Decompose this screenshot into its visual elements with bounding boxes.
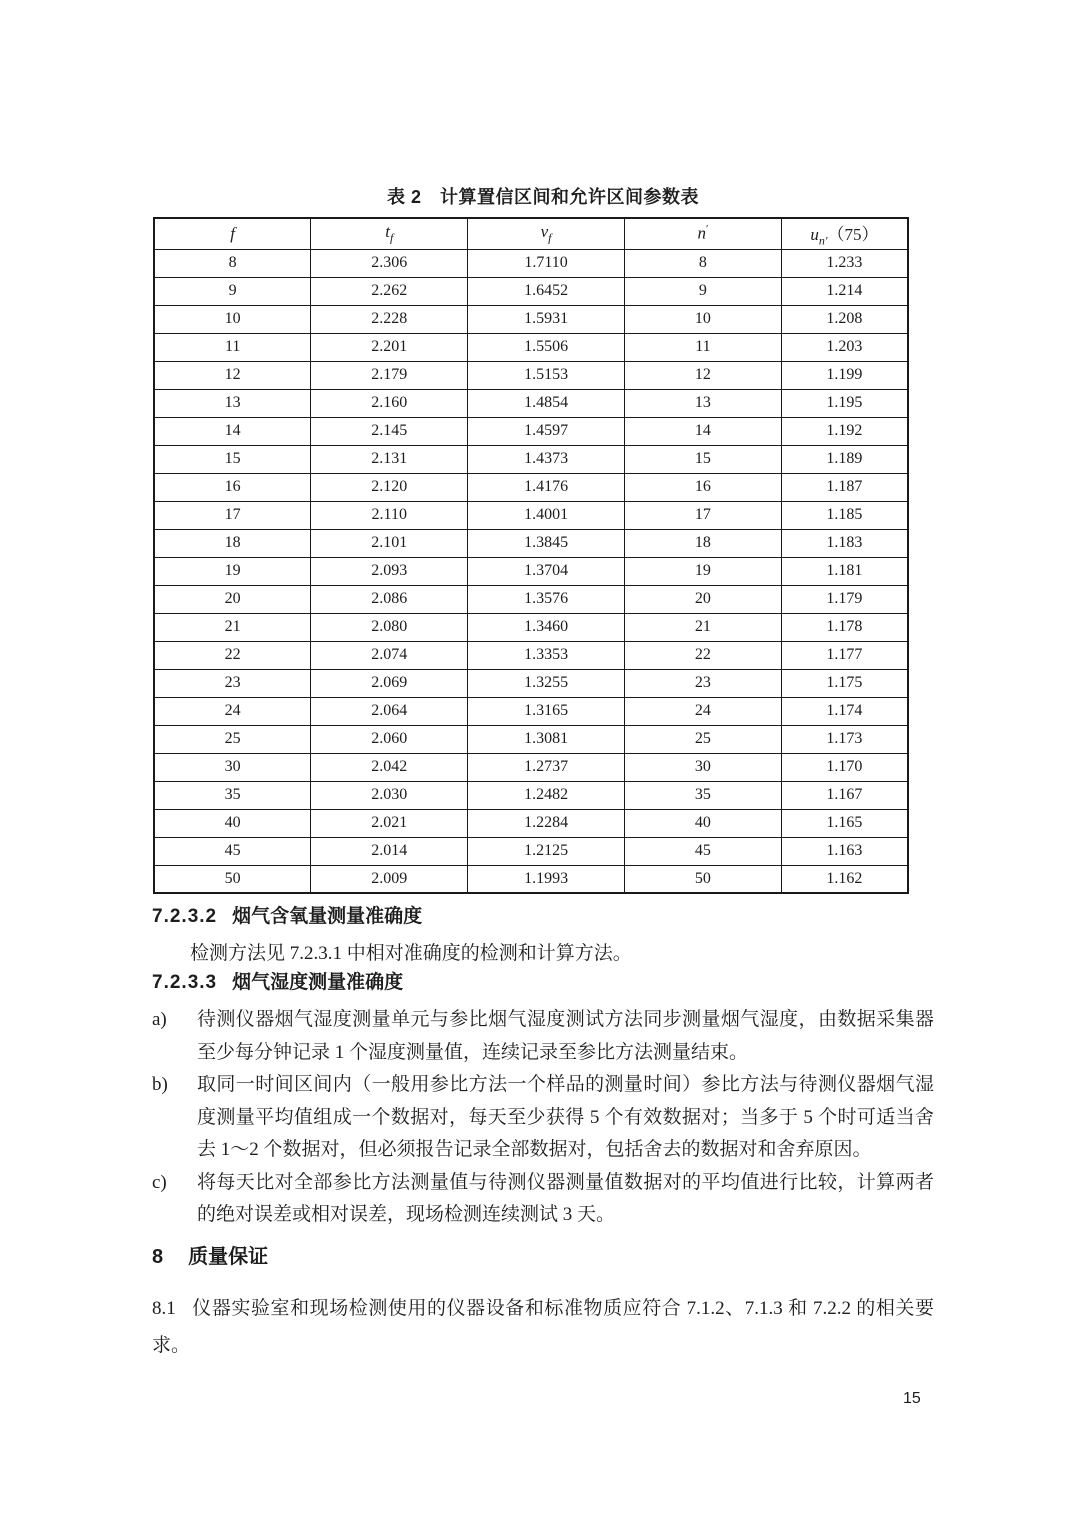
section-number: 8	[152, 1245, 165, 1268]
table-cell: 1.183	[781, 529, 908, 557]
table-row	[154, 697, 908, 725]
parameters-table	[153, 217, 909, 894]
table-cell: 40	[154, 809, 311, 837]
list-text: 取同一时间区间内（一般用参比方法一个样品的测量时间）参比方法与待测仪器烟气湿度测量平均值组成一个数据对，每天至少获得 5 个有效数据对；当多于 5 个时可适当舍去 1～2 个数据对，但必须报告记录全部数据对，包括舍去的数据对和舍弃原因。	[197, 1074, 934, 1160]
table-cell: 1.6452	[468, 277, 625, 305]
table-cell: 1.3081	[468, 725, 625, 753]
table-cell: 1.167	[781, 781, 908, 809]
table-cell: 2.042	[311, 753, 468, 781]
table-header-cell: $u_{n'}(75)$	[781, 218, 908, 249]
table-cell: 1.7110	[468, 249, 625, 277]
table-cell: 1.165	[781, 809, 908, 837]
table-row	[154, 445, 908, 473]
table-cell: 15	[624, 445, 781, 473]
table-cell: 2.120	[311, 473, 468, 501]
table-cell: 1.3704	[468, 557, 625, 585]
table-cell: 1.3255	[468, 669, 625, 697]
lettered-list	[152, 1004, 934, 1232]
table-cell: 50	[624, 865, 781, 893]
table-cell: 2.093	[311, 557, 468, 585]
table-cell: 16	[154, 473, 311, 501]
table-cell: 1.3165	[468, 697, 625, 725]
table-cell: 50	[154, 865, 311, 893]
table-row	[154, 809, 908, 837]
table-cell: 1.162	[781, 865, 908, 893]
table-cell: 1.2737	[468, 753, 625, 781]
table-row	[154, 753, 908, 781]
table-row	[154, 501, 908, 529]
table-cell: 2.101	[311, 529, 468, 557]
table-cell: 2.021	[311, 809, 468, 837]
table-row	[154, 641, 908, 669]
section-title: 质量保证	[188, 1245, 269, 1268]
table-row	[154, 613, 908, 641]
table-cell: 40	[624, 809, 781, 837]
section-heading-7232	[152, 905, 934, 929]
table-cell: 1.173	[781, 725, 908, 753]
table-row	[154, 333, 908, 361]
table-row	[154, 417, 908, 445]
section-7232-body: 检测方法见 7.2.3.1 中相对准确度的检测和计算方法。	[190, 943, 632, 964]
table-cell: 1.181	[781, 557, 908, 585]
table-cell: 1.195	[781, 389, 908, 417]
table-cell: 30	[154, 753, 311, 781]
table-cell: 2.145	[311, 417, 468, 445]
table-row	[154, 473, 908, 501]
table-cell: 22	[154, 641, 311, 669]
table-cell: 1.179	[781, 585, 908, 613]
table-cell: 2.009	[311, 865, 468, 893]
list-item-c	[152, 1167, 934, 1232]
table-cell: 25	[154, 725, 311, 753]
table-cell: 16	[624, 473, 781, 501]
table-cell: 21	[154, 613, 311, 641]
table-cell: 35	[154, 781, 311, 809]
section-heading-8	[152, 1245, 934, 1269]
table-row	[154, 277, 908, 305]
list-item-a	[152, 1004, 934, 1069]
table-cell: 45	[624, 837, 781, 865]
table-cell: 9	[154, 277, 311, 305]
section-number: 7.2.3.2	[152, 906, 218, 927]
section-81-body	[152, 1290, 934, 1364]
table-cell: 24	[154, 697, 311, 725]
table-cell: 2.262	[311, 277, 468, 305]
table-cell: 1.5931	[468, 305, 625, 333]
list-item-b	[152, 1069, 934, 1167]
table-cell: 2.074	[311, 641, 468, 669]
table-header-cell: $v_f$	[468, 218, 625, 249]
table-cell: 9	[624, 277, 781, 305]
table-row	[154, 361, 908, 389]
table-cell: 1.233	[781, 249, 908, 277]
table-row	[154, 557, 908, 585]
table-cell: 15	[154, 445, 311, 473]
table-cell: 17	[624, 501, 781, 529]
section-number: 8.1	[152, 1297, 176, 1319]
table-header-row	[154, 218, 908, 249]
table-cell: 12	[154, 361, 311, 389]
table-cell: 2.179	[311, 361, 468, 389]
table-row	[154, 389, 908, 417]
table-row	[154, 865, 908, 893]
table-cell: 1.187	[781, 473, 908, 501]
table-cell: 19	[154, 557, 311, 585]
table-header-cell: f	[154, 218, 311, 249]
table-title: 表 2 计算置信区间和允许区间参数表	[386, 187, 699, 207]
table-cell: 30	[624, 753, 781, 781]
table-cell: 23	[624, 669, 781, 697]
table-cell: 45	[154, 837, 311, 865]
table-cell: 2.228	[311, 305, 468, 333]
table-cell: 23	[154, 669, 311, 697]
table-cell: 14	[154, 417, 311, 445]
list-marker: b)	[152, 1074, 168, 1095]
table-cell: 1.2125	[468, 837, 625, 865]
page-number: 15	[903, 1390, 921, 1407]
table-row	[154, 725, 908, 753]
table-cell: 20	[624, 585, 781, 613]
list-text: 将每天比对全部参比方法测量值与待测仪器测量值数据对的平均值进行比较，计算两者的绝对误差或相对误差，现场检测连续测试 3 天。	[197, 1171, 934, 1225]
table-cell: 11	[154, 333, 311, 361]
table-cell: 2.201	[311, 333, 468, 361]
page-content	[152, 186, 934, 1364]
list-text: 待测仪器烟气湿度测量单元与参比烟气湿度测试方法同步测量烟气湿度，由数据采集器至少每分钟记录 1 个湿度测量值，连续记录至参比方法测量结束。	[197, 1009, 934, 1063]
table-cell: 13	[624, 389, 781, 417]
table-cell: 20	[154, 585, 311, 613]
table-cell: 1.185	[781, 501, 908, 529]
table-row	[154, 837, 908, 865]
table-cell: 17	[154, 501, 311, 529]
table-cell: 2.060	[311, 725, 468, 753]
section-number: 7.2.3.3	[152, 972, 218, 993]
table-cell: 10	[624, 305, 781, 333]
table-cell: 2.086	[311, 585, 468, 613]
table-cell: 1.177	[781, 641, 908, 669]
table-cell: 1.5506	[468, 333, 625, 361]
table-row	[154, 669, 908, 697]
table-cell: 1.4001	[468, 501, 625, 529]
table-cell: 13	[154, 389, 311, 417]
table-cell: 1.4854	[468, 389, 625, 417]
table-cell: 1.214	[781, 277, 908, 305]
table-header-cell: n′	[624, 218, 781, 249]
table-cell: 14	[624, 417, 781, 445]
table-cell: 1.4373	[468, 445, 625, 473]
table-cell: 1.2284	[468, 809, 625, 837]
list-marker: c)	[152, 1171, 167, 1193]
section-title: 烟气含氧量测量准确度	[232, 906, 423, 927]
section-title: 烟气湿度测量准确度	[232, 972, 404, 993]
table-cell: 19	[624, 557, 781, 585]
table-cell: 8	[624, 249, 781, 277]
table-cell: 1.3460	[468, 613, 625, 641]
table-cell: 1.189	[781, 445, 908, 473]
table-cell: 24	[624, 697, 781, 725]
table-cell: 1.199	[781, 361, 908, 389]
table-cell: 1.4176	[468, 473, 625, 501]
table-cell: 1.3353	[468, 641, 625, 669]
section-heading-7233	[152, 971, 934, 995]
table-body	[154, 249, 908, 893]
table-cell: 1.170	[781, 753, 908, 781]
table-cell: 1.175	[781, 669, 908, 697]
table-cell: 1.2482	[468, 781, 625, 809]
table-header-cell: $t_f$	[311, 218, 468, 249]
table-row	[154, 529, 908, 557]
table-cell: 2.030	[311, 781, 468, 809]
table-row	[154, 249, 908, 277]
table-cell: 18	[624, 529, 781, 557]
table-cell: 2.131	[311, 445, 468, 473]
table-cell: 1.3845	[468, 529, 625, 557]
table-cell: 1.178	[781, 613, 908, 641]
table-cell: 1.5153	[468, 361, 625, 389]
table-cell: 1.163	[781, 837, 908, 865]
table-cell: 1.174	[781, 697, 908, 725]
table-cell: 10	[154, 305, 311, 333]
table-cell: 8	[154, 249, 311, 277]
table-row	[154, 585, 908, 613]
table-cell: 2.064	[311, 697, 468, 725]
table-cell: 2.080	[311, 613, 468, 641]
table-cell: 1.203	[781, 333, 908, 361]
table-cell: 18	[154, 529, 311, 557]
table-cell: 2.306	[311, 249, 468, 277]
table-cell: 1.192	[781, 417, 908, 445]
table-cell: 1.1993	[468, 865, 625, 893]
table-cell: 1.3576	[468, 585, 625, 613]
table-cell: 2.160	[311, 389, 468, 417]
table-cell: 12	[624, 361, 781, 389]
table-cell: 2.069	[311, 669, 468, 697]
table-cell: 11	[624, 333, 781, 361]
table-row	[154, 305, 908, 333]
table-cell: 25	[624, 725, 781, 753]
table-cell: 21	[624, 613, 781, 641]
table-cell: 22	[624, 641, 781, 669]
table-cell: 1.4597	[468, 417, 625, 445]
table-cell: 2.110	[311, 501, 468, 529]
table-cell: 2.014	[311, 837, 468, 865]
section-text: 仪器实验室和现场检测使用的仪器设备和标准物质应符合 7.1.2、7.1.3 和 7.2.2 的相关要求。	[152, 1297, 934, 1356]
table-cell: 35	[624, 781, 781, 809]
list-marker: a)	[152, 1009, 167, 1030]
table-cell: 1.208	[781, 305, 908, 333]
table-row	[154, 781, 908, 809]
